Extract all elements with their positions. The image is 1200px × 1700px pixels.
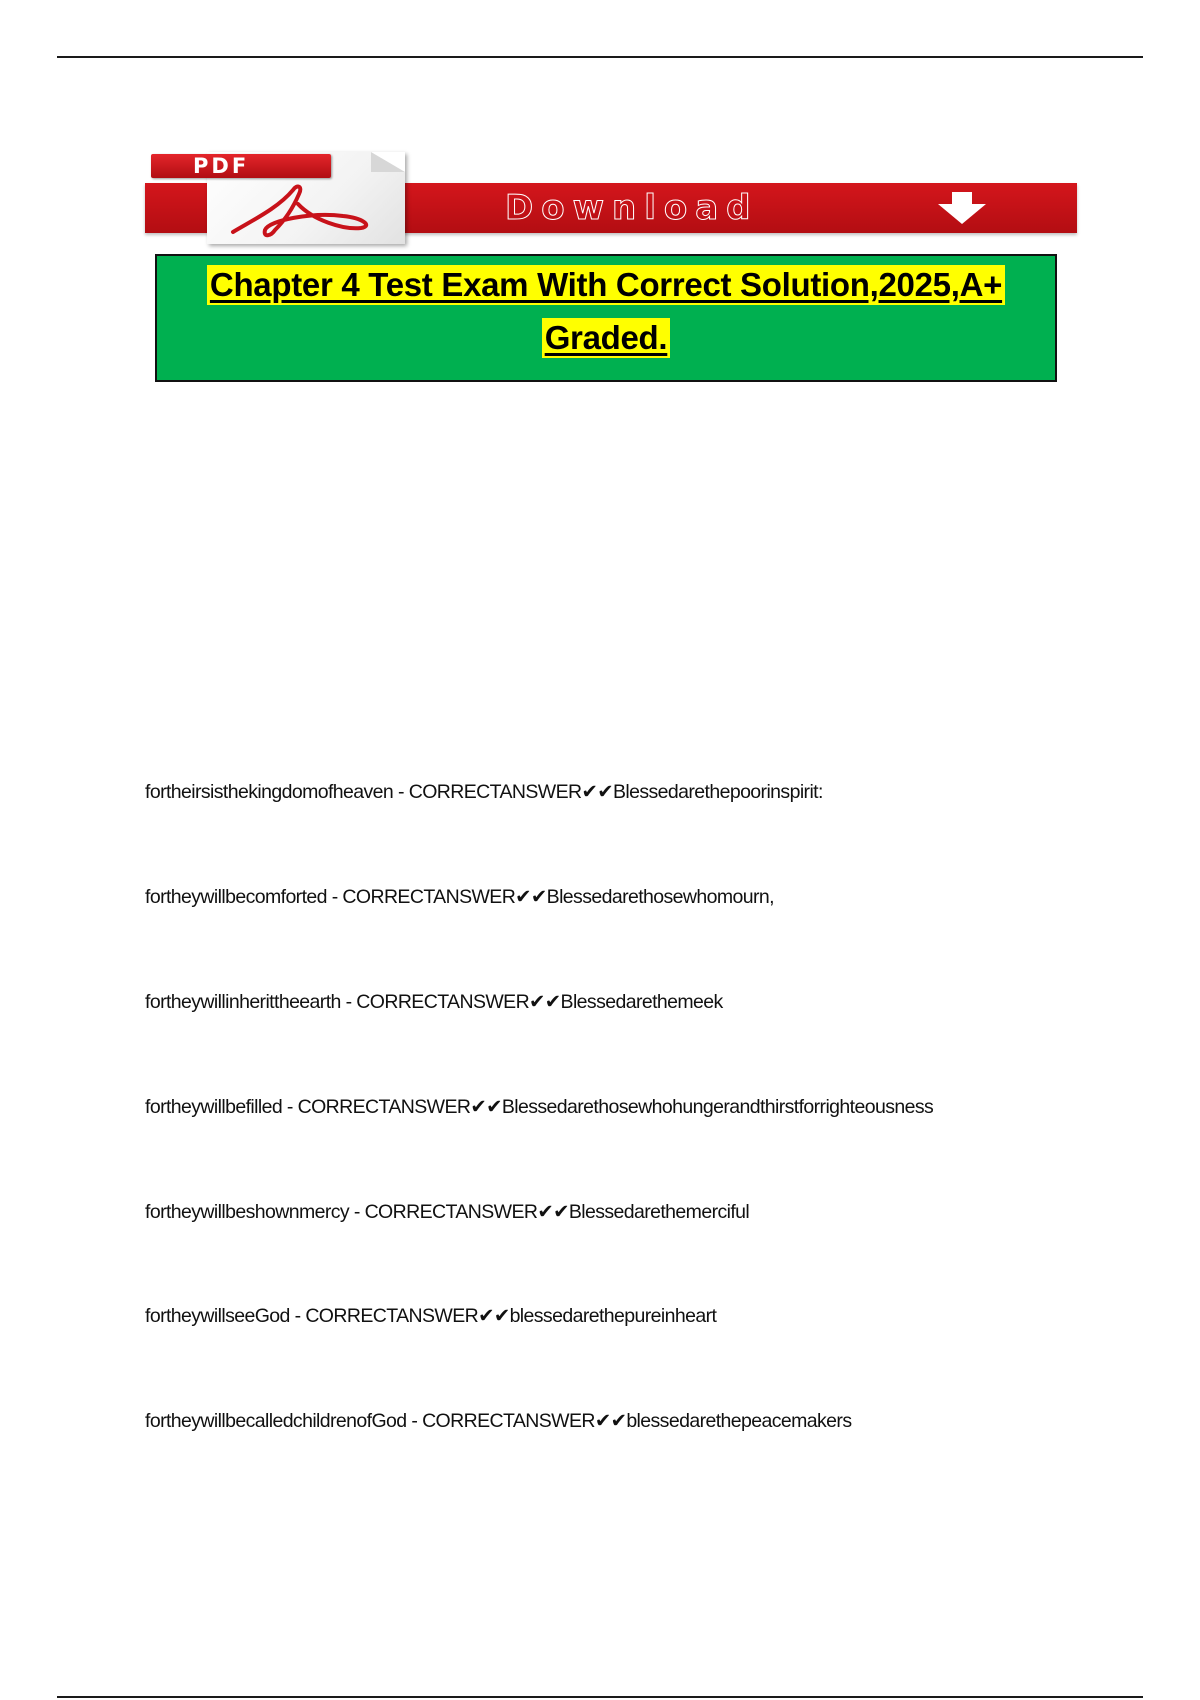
- qa-separator: - CORRECTANSWER✔✔: [393, 781, 613, 803]
- qa-separator: - CORRECTANSWER✔✔: [289, 1305, 510, 1327]
- download-arrow-icon: [930, 190, 994, 226]
- qa-question: fortheirsisthekingdomofheaven: [145, 781, 394, 803]
- qa-answer: Blessedarethosewhomourn,: [546, 886, 774, 908]
- qa-answer: Blessedarethosewhohungerandthirstforrighteousness: [501, 1096, 934, 1118]
- qa-item: [145, 1304, 716, 1328]
- qa-separator: - CORRECTANSWER✔✔: [349, 1201, 569, 1223]
- document-title-line-2: Graded.: [542, 318, 671, 358]
- qa-answer: Blessedarethemeek: [560, 991, 723, 1013]
- pdf-download-banner[interactable]: [145, 148, 1077, 248]
- page-fold: [371, 152, 405, 172]
- qa-item: [145, 1200, 749, 1224]
- document-title-line-1: Chapter 4 Test Exam With Correct Solution,2025,A+: [207, 265, 1005, 305]
- qa-item: [145, 1095, 933, 1119]
- document-title-box: [155, 254, 1057, 382]
- qa-answer: Blessedarethepoorinspirit:: [612, 781, 823, 803]
- header-rule: [57, 56, 1143, 58]
- qa-separator: - CORRECTANSWER✔✔: [406, 1410, 627, 1432]
- qa-item: [145, 990, 723, 1014]
- qa-separator: - CORRECTANSWER✔✔: [282, 1096, 502, 1118]
- qa-answer: blessedarethepureinheart: [509, 1305, 717, 1327]
- qa-separator: - CORRECTANSWER✔✔: [326, 886, 547, 908]
- qa-question: fortheywillbecalledchildrenofGod: [145, 1410, 407, 1432]
- qa-question: fortheywillbecomforted: [145, 886, 327, 908]
- qa-question: fortheywillbefilled: [145, 1096, 283, 1118]
- download-label: Download: [505, 188, 759, 228]
- qa-question: fortheywillinherittheearth: [145, 991, 341, 1013]
- qa-item: [145, 1409, 851, 1433]
- acrobat-icon: [223, 180, 393, 242]
- qa-question: fortheywillseeGod: [145, 1305, 290, 1327]
- pdf-label: PDF: [151, 154, 331, 178]
- qa-separator: - CORRECTANSWER✔✔: [340, 991, 561, 1013]
- footer-rule: [57, 1696, 1143, 1698]
- qa-item: [145, 885, 774, 909]
- qa-answer: Blessedarethemerciful: [568, 1201, 750, 1223]
- qa-item: [145, 780, 823, 804]
- qa-answer: blessedarethepeacemakers: [626, 1410, 852, 1432]
- qa-question: fortheywillbeshownmercy: [145, 1201, 350, 1223]
